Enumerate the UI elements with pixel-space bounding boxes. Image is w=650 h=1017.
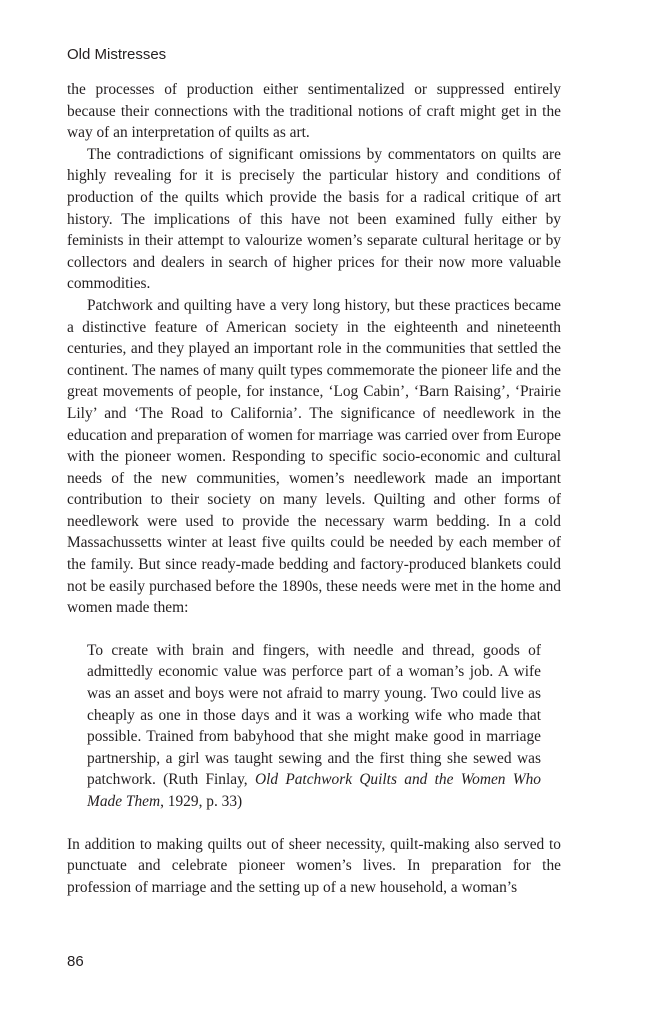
paragraph-4: In addition to making quilts out of sheer necessity, quilt-making also served to punctuate and celebrate pioneer women’s lives. In preparation for the profession of marriage and the setting up of a new household, a woman’s bbox=[67, 835, 561, 896]
paragraph-1: the processes of production either sentimentalized or suppressed entirely because their connections with the traditional notions of craft might get in the way of an interpretation of quilts as art. bbox=[67, 81, 561, 142]
paragraph-2: The contradictions of significant omissions by commentators on quilts are highly revealing for it is precisely the particular history and conditions of production of the quilts which provide the basis for a radical critique of art history. The implications of this have not been examined fully either by feminists in their attempt to valourize women’s separate cultural heritage or by collectors and dealers in search of higher prices for their now more valuable commodities. bbox=[67, 145, 561, 293]
quote-book-title: Old Patchwork Quilts and the Women Who Made Them bbox=[87, 771, 541, 810]
paragraph-3: Patchwork and quilting have a very long history, but these practices became a distinctive feature of American society in the eighteenth and nineteenth centuries, and they played an important role in the communities that settled the continent. The names of many quilt types commemorate the pioneer life and the great movements of people, for instance, ‘Log Cabin’, ‘Barn Raising’, ‘Prairie Lily’ and ‘The Road to California’. The significance of needlework in the education and preparation of women for marriage was carried over from Europe with the pioneer women. Responding to specific socio-economic and cultural needs of the new communities, women’s needlework made an important contribution to their society on many levels. Quilting and other forms of needlework were used to provide the necessary warm bedding. In a cold Massachussetts winter at least five quilts could be needed by each member of the family. But since ready-made bedding and factory-produced blankets could not be easily purchased before the 1890s, these needs were met in the home and women made them: bbox=[67, 296, 561, 617]
block-quote bbox=[87, 640, 541, 813]
body-text bbox=[67, 79, 561, 898]
running-head: Old Mistresses bbox=[67, 46, 167, 63]
quote-citation: , 1929, p. 33) bbox=[160, 793, 243, 810]
quote-text: To create with brain and fingers, with needle and thread, goods of admittedly economic value was perforce part of a woman’s job. A wife was an asset and boys were not afraid to marry young. Two could live as cheaply as one in those days and it was a working wife who made that possible. Trained from babyhood that she might make good in marriage partnership, a girl was taught sewing and the first thing she sewed was patchwork. (Ruth Finlay, bbox=[87, 641, 541, 789]
page-number: 86 bbox=[67, 953, 84, 970]
